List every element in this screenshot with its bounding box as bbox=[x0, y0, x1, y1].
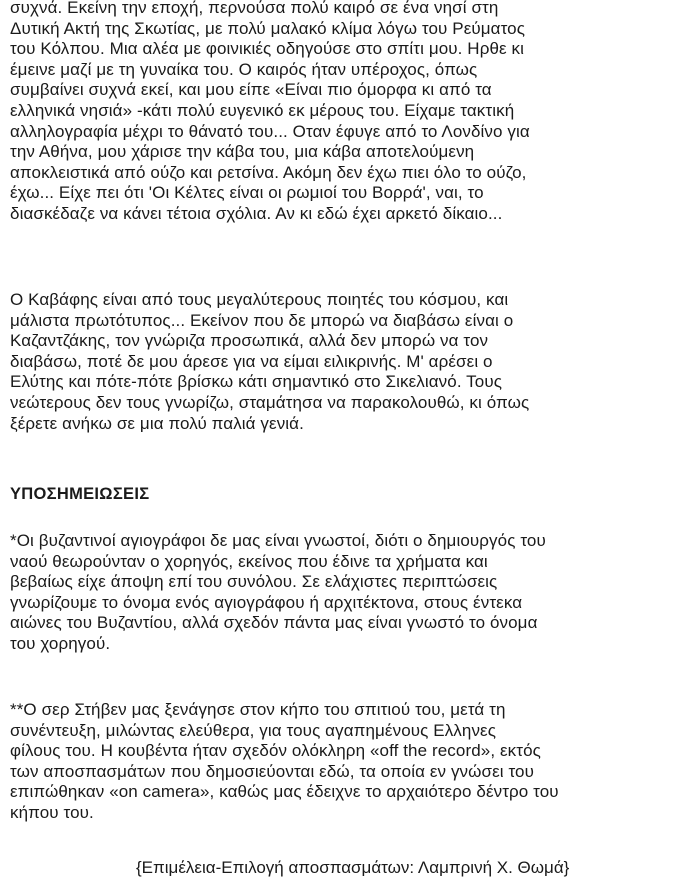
text-line: έχω... Είχε πει ότι 'Οι Κέλτες είναι οι ρωμιοί του Βορρά', ναι, το bbox=[10, 183, 484, 203]
text-line: αποκλειστικά από ούζο και ρετσίνα. Ακόμη δεν έχω πιει όλο το ούζο, bbox=[10, 162, 527, 182]
text-line: νεώτερους δεν τους γνωρίζω, σταμάτησα να παρακολουθώ, κι όπως bbox=[10, 392, 530, 412]
text-line: *Οι βυζαντινοί αγιογράφοι δε μας είναι γνωστοί, διότι ο δημιουργός του bbox=[10, 531, 546, 550]
text-line: έμεινε μαζί με τη γυναίκα του. Ο καιρός ήταν υπέροχος, όπως bbox=[10, 59, 478, 79]
paragraph-interview-continuation bbox=[10, 0, 696, 225]
text-line: Καζαντζάκης, τον γνώριζα προσωπικά, αλλά δεν μπορώ να τον bbox=[10, 331, 489, 351]
text-line: συνέντευξη, μιλώντας ελεύθερα, για τους αγαπημένους Ελληνες bbox=[10, 720, 497, 740]
text-line: ξέρετε ανήκω σε μια πολύ παλιά γενιά. bbox=[10, 413, 304, 433]
footnote-byzantine bbox=[10, 531, 696, 655]
text-line: κήπου του. bbox=[10, 802, 94, 822]
text-line: φίλους του. Η κουβέντα ήταν σχεδόν ολόκληρη «off the record», εκτός bbox=[10, 741, 541, 761]
text-line: **Ο σερ Στήβεν μας ξενάγησε στον κήπο του σπιτιού του, μετά τη bbox=[10, 700, 506, 719]
text-line: Δυτική Ακτή της Σκωτίας, με πολύ μαλακό κλίμα λόγω του Ρεύματος bbox=[10, 18, 526, 38]
text-line: ελληνικά νησιά» -κάτι πολύ ευγενικό εκ μέρους του. Είχαμε τακτική bbox=[10, 100, 515, 120]
text-line: Ελύτης και πότε-πότε βρίσκω κάτι σημαντικό στο Σικελιανό. Τους bbox=[10, 372, 503, 392]
paragraph-poets bbox=[10, 290, 696, 434]
text-line: διαβάσω, ποτέ δε μου άρεσε για να είμαι ειλικρινής. Μ' αρέσει ο bbox=[10, 351, 493, 371]
text-line: γνωρίζουμε το όνομα ενός αγιογράφου ή αρχιτέκτονα, στους έντεκα bbox=[10, 592, 523, 612]
text-line: συμβαίνει συχνά εκεί, και μου είπε «Είναι πιο όμορφα κι από τα bbox=[10, 80, 492, 100]
text-line: αιώνες του Βυζαντίου, αλλά σχεδόν πάντα μας είναι γνωστό το όνομα bbox=[10, 613, 538, 633]
text-line: μάλιστα πρωτότυπος... Εκείνον που δε μπορώ να διαβάσω είναι ο bbox=[10, 310, 514, 330]
text-line: συχνά. Εκείνη την εποχή, περνούσα πολύ καιρό σε ένα νησί στη bbox=[10, 0, 499, 17]
text-line: την Αθήνα, μου χάρισε την κάβα του, μια κάβα αποτελούμενη bbox=[10, 142, 475, 162]
text-line: του Κόλπου. Μια αλέα με φοινικιές οδηγούσε στο σπίτι μου. Ηρθε κι bbox=[10, 39, 524, 59]
footnotes-heading bbox=[10, 484, 696, 505]
text-line: βεβαίως είχε άποψη επί του συνόλου. Σε ελάχιστες περιπτώσεις bbox=[10, 572, 498, 592]
footnote-garden-tour bbox=[10, 700, 696, 824]
text-line: διασκέδαζε να κάνει τέτοια σχόλια. Αν κι εδώ έχει αρκετό δίκαιο... bbox=[10, 203, 503, 223]
text-line: Ο Καβάφης είναι από τους μεγαλύτερους ποιητές του κόσμου, και bbox=[10, 290, 509, 309]
text-line: επιπώθηκαν «on camera», καθώς μας έδειχνε το αρχαιότερο δέντρο του bbox=[10, 782, 559, 802]
text-line: αλληλογραφία μέχρι το θάνατό του... Οταν έφυγε από το Λονδίνο για bbox=[10, 121, 530, 141]
text-line: ναού θεωρούνταν ο χορηγός, εκείνος που έδινε τα χρήματα και bbox=[10, 551, 488, 571]
editor-signature: {Επιμέλεια-Επιλογή αποσπασμάτων: Λαμπρινή Χ. Θωμά} bbox=[136, 858, 570, 877]
text-line: του χορηγού. bbox=[10, 633, 111, 653]
document-page bbox=[10, 0, 696, 892]
text-line: των αποσπασμάτων που δημοσιεύονται εδώ, τα οποία εν γνώσει του bbox=[10, 761, 535, 781]
heading-text: ΥΠΟΣΗΜΕΙΩΣΕΙΣ bbox=[10, 485, 150, 503]
